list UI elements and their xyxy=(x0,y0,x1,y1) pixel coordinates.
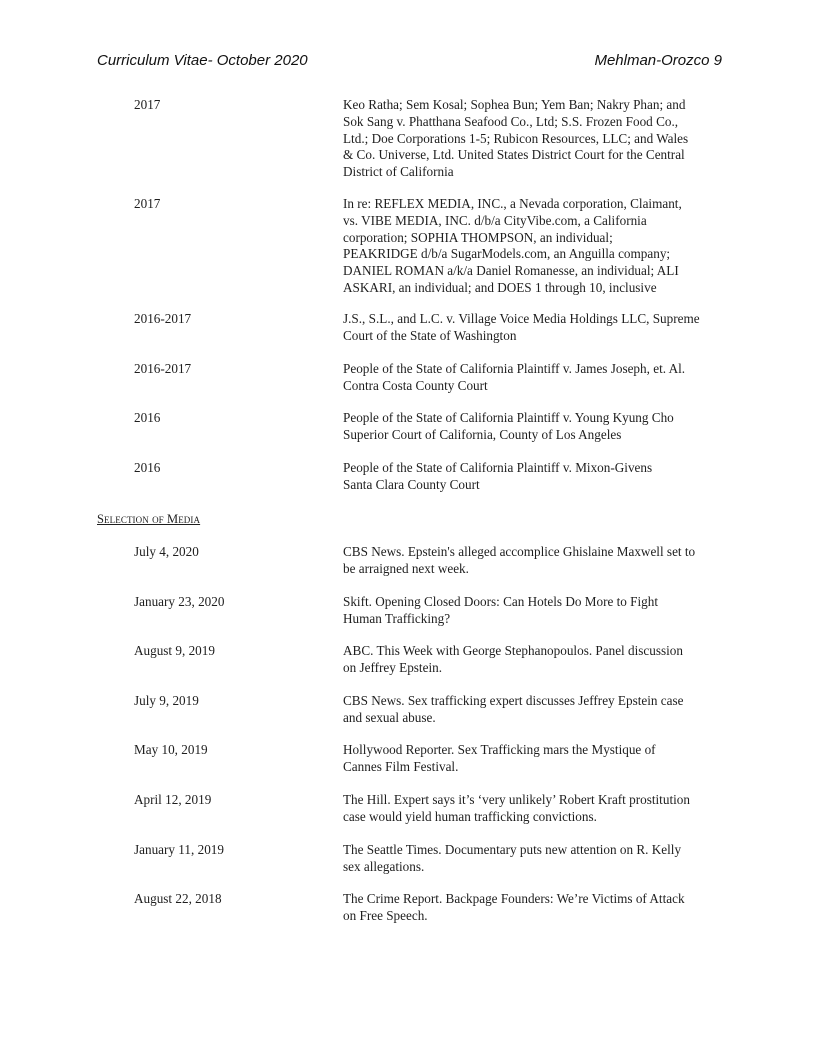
media-entry xyxy=(97,742,725,776)
media-description: Hollywood Reporter. Sex Trafficking mars the Mystique of Cannes Film Festival. xyxy=(343,742,656,774)
media-entry xyxy=(97,643,725,677)
case-entry xyxy=(97,97,725,181)
case-entry xyxy=(97,460,725,494)
section-heading-media: Selection of Media xyxy=(97,512,201,526)
media-date: August 9, 2019 xyxy=(134,643,215,658)
media-entry xyxy=(97,544,725,578)
media-date: January 23, 2020 xyxy=(134,594,225,609)
media-entry xyxy=(97,891,725,925)
case-date: 2016 xyxy=(134,410,161,425)
case-entry xyxy=(97,311,725,345)
header-page-number: Mehlman-Orozco 9 xyxy=(594,51,722,69)
media-description: Skift. Opening Closed Doors: Can Hotels Do More to Fight Human Trafficking? xyxy=(343,594,659,626)
media-description: The Crime Report. Backpage Founders: We’re Victims of Attack on Free Speech. xyxy=(343,891,685,923)
media-date: July 9, 2019 xyxy=(134,693,199,708)
media-description: The Seattle Times. Documentary puts new attention on R. Kelly sex allegations. xyxy=(343,842,682,874)
case-description: People of the State of California Plaintiff v. James Joseph, et. Al. Contra Costa County Court xyxy=(343,361,686,393)
case-description: Keo Ratha; Sem Kosal; Sophea Bun; Yem Ban; Nakry Phan; and Sok Sang v. Phatthana Seafood Co., Ltd; S.S. Frozen Food Co., Ltd.; Doe Corporations 1-5; Rubicon Resources, LLC; and Wales & Co. Universe, Ltd. United States District Court for the Central District of California xyxy=(343,97,689,180)
case-entry xyxy=(97,410,725,444)
page-header xyxy=(97,49,722,71)
header-title: Curriculum Vitae- October 2020 xyxy=(97,51,308,69)
case-date: 2017 xyxy=(134,196,161,211)
media-date: July 4, 2020 xyxy=(134,544,199,559)
media-date: August 22, 2018 xyxy=(134,891,222,906)
case-description: J.S., S.L., and L.C. v. Village Voice Media Holdings LLC, Supreme Court of the State of Washington xyxy=(343,311,700,343)
case-description: In re: REFLEX MEDIA, INC., a Nevada corporation, Claimant, vs. VIBE MEDIA, INC. d/b/a CityVibe.com, a California corporation; SOPHIA THOMPSON, an individual; PEAKRIDGE d/b/a SugarModels.com, an Anguilla company; DANIEL ROMAN a/k/a Daniel Romanesse, an individual; ALI ASKARI, an individual; and DOES 1 through 10, inclusive xyxy=(343,196,682,295)
media-description: CBS News. Epstein's alleged accomplice Ghislaine Maxwell set to be arraigned next week. xyxy=(343,544,696,576)
case-date: 2016-2017 xyxy=(134,361,192,376)
case-description: People of the State of California Plaintiff v. Mixon-Givens Santa Clara County Court xyxy=(343,460,653,492)
media-entry xyxy=(97,792,725,826)
media-entry xyxy=(97,842,725,876)
media-date: May 10, 2019 xyxy=(134,742,208,757)
media-description: ABC. This Week with George Stephanopoulos. Panel discussion on Jeffrey Epstein. xyxy=(343,643,683,675)
media-description: The Hill. Expert says it’s ‘very unlikely’ Robert Kraft prostitution case would yield human trafficking convictions. xyxy=(343,792,690,824)
media-date: January 11, 2019 xyxy=(134,842,224,857)
case-date: 2016 xyxy=(134,460,161,475)
media-date: April 12, 2019 xyxy=(134,792,212,807)
case-entry xyxy=(97,361,725,395)
case-entry xyxy=(97,196,725,297)
case-date: 2017 xyxy=(134,97,161,112)
case-date: 2016-2017 xyxy=(134,311,192,326)
media-entry xyxy=(97,594,725,628)
case-description: People of the State of California Plaintiff v. Young Kyung Cho Superior Court of California, County of Los Angeles xyxy=(343,410,674,442)
media-description: CBS News. Sex trafficking expert discusses Jeffrey Epstein case and sexual abuse. xyxy=(343,693,684,725)
media-entry xyxy=(97,693,725,727)
